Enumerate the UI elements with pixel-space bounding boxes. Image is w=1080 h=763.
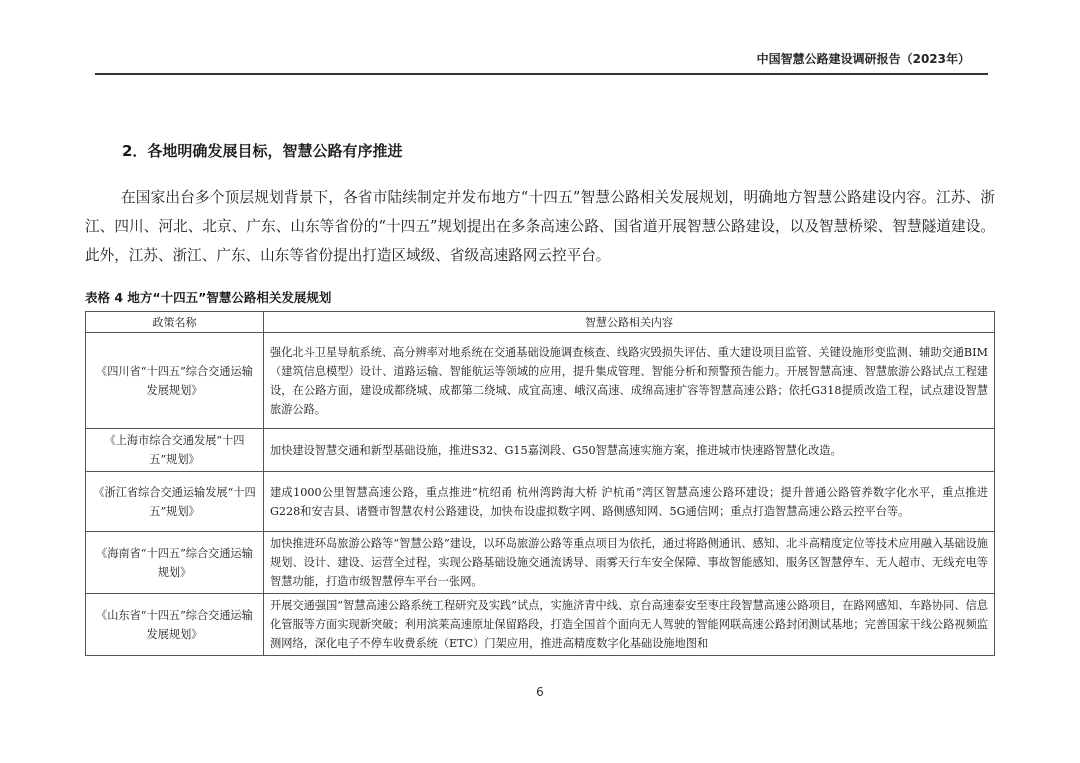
column-header-content: 智慧公路相关内容 <box>264 312 995 333</box>
table-row <box>86 472 995 532</box>
policy-content-cell: 建成1000公里智慧高速公路，重点推进“杭绍甬 杭州湾跨海大桥 沪杭甬”湾区智慧高速公路环建设；提升普通公路管养数字化水平，重点推进G228和安吉县、诸暨市智慧农村公路建设，加快布设虚拟数字网、路侧感知网、5G通信网；重点打造智慧高速公路云控平台等。 <box>264 472 995 532</box>
report-header-title: 中国智慧公路建设调研报告（2023年） <box>756 52 970 66</box>
table-row <box>86 429 995 472</box>
policy-name-cell: 《上海市综合交通发展“十四五”规划》 <box>86 429 264 472</box>
policy-name-cell: 《海南省“十四五”综合交通运输规划》 <box>86 532 264 594</box>
policy-content-cell: 开展交通强国“智慧高速公路系统工程研究及实践”试点，实施济青中线、京台高速泰安至枣庄段智慧高速公路项目，在路网感知、车路协同、信息化管服等方面实现新突破；利用滨莱高速原址保留路段，打造全国首个面向无人驾驶的智能网联高速公路封闭测试基地；完善国家干线公路视频监测网络，深化电子不停车收费系统（ETC）门架应用，推进高精度数字化基础设施地图和 <box>264 594 995 656</box>
policy-name-cell: 《四川省“十四五”综合交通运输发展规划》 <box>86 333 264 429</box>
policy-name-cell: 《浙江省综合交通运输发展“十四五”规划》 <box>86 472 264 532</box>
table-caption: 表格 4 地方“十四五”智慧公路相关发展规划 <box>85 290 332 305</box>
table-row <box>86 532 995 594</box>
header-divider <box>95 73 988 75</box>
table-row <box>86 333 995 429</box>
policy-content-cell: 加快建设智慧交通和新型基础设施，推进S32、G15嘉浏段、G50智慧高速实施方案，推进城市快速路智慧化改造。 <box>264 429 995 472</box>
column-header-policy-name: 政策名称 <box>86 312 264 333</box>
body-paragraph: 在国家出台多个顶层规划背景下，各省市陆续制定并发布地方“十四五”智慧公路相关发展规划，明确地方智慧公路建设内容。江苏、浙江、四川、河北、北京、广东、山东等省份的“十四五”规划提出在多条高速公路、国省道开展智慧公路建设，以及智慧桥梁、智慧隧道建设。此外，江苏、浙江、广东、山东等省份提出打造区域级、省级高速路网云控平台。 <box>85 189 995 264</box>
table-header-row <box>86 312 995 333</box>
policy-name-cell: 《山东省“十四五”综合交通运输发展规划》 <box>86 594 264 656</box>
policy-content-cell: 强化北斗卫星导航系统、高分辨率对地系统在交通基础设施调查核查、线路灾毁损失评估、重大建设项目监管、关键设施形变监测、辅助交通BIM（建筑信息模型）设计、道路运输、智能航运等领域的应用，提升集成管理、智能分析和预警预告能力。开展智慧高速、智慧旅游公路试点工程建设，在公路方面，建设成都绕城、成都第二绕城、成宜高速、峨汉高速、成绵高速扩容等智慧高速公路；依托G318提质改造工程，试点建设智慧旅游公路。 <box>264 333 995 429</box>
policy-content-cell: 加快推进环岛旅游公路等“智慧公路”建设，以环岛旅游公路等重点项目为依托，通过将路侧通讯、感知、北斗高精度定位等技术应用融入基础设施规划、设计、建设、运营全过程，实现公路基础设施交通流诱导、雨雾天行车安全保障、事故智能感知、服务区智慧停车、无人超市、无线充电等智慧功能，打造市级智慧停车平台一张网。 <box>264 532 995 594</box>
policy-table <box>85 311 995 656</box>
page-number: 6 <box>536 685 544 699</box>
section-heading: 2．各地明确发展目标，智慧公路有序推进 <box>122 142 403 160</box>
table-row <box>86 594 995 656</box>
